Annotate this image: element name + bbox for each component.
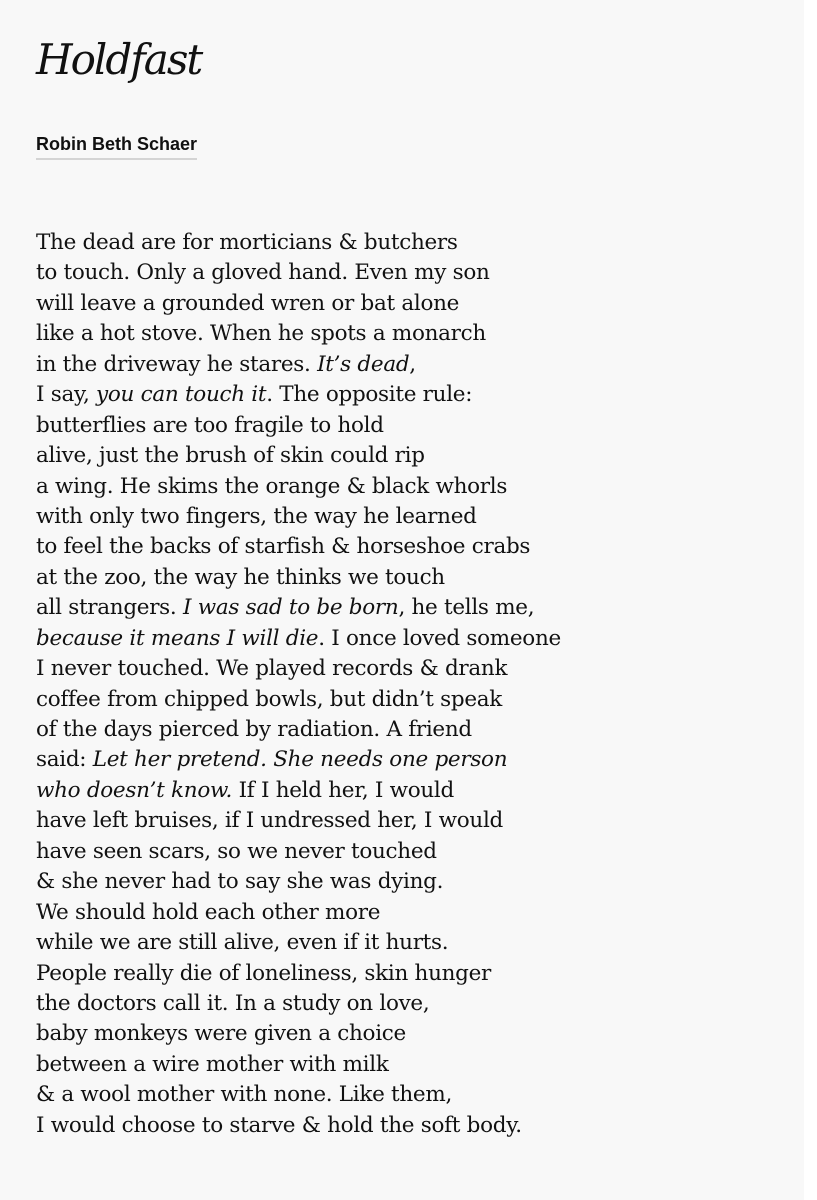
poem-line: [36, 380, 796, 410]
poem-line: [36, 867, 796, 897]
poem-text: & a wool mother with none. Like them,: [36, 1082, 452, 1108]
poem-line: [36, 989, 796, 1019]
poem-line: [36, 1080, 796, 1110]
poem-text: ,: [409, 351, 416, 377]
poem-line: [36, 776, 796, 806]
poem-line: [36, 806, 796, 836]
poem-text: coffee from chipped bowls, but didn’t speak: [36, 686, 502, 712]
poem-text: of the days pierced by radiation. A friend: [36, 717, 472, 742]
poem-text: , he tells me,: [398, 595, 535, 621]
poem-text: . I once loved someone: [318, 625, 561, 651]
poem-text: I never touched. We played records & drank: [36, 656, 508, 682]
poem-line: [36, 228, 796, 258]
poem-text: The dead are for morticians & butchers: [36, 230, 458, 255]
poem-line: [36, 928, 796, 958]
poem-line: [36, 532, 796, 562]
poem-line: [36, 258, 796, 288]
poem-line: [36, 685, 796, 715]
poem-line: [36, 502, 796, 532]
poem-text: . The opposite rule:: [266, 382, 473, 408]
poem-text: to touch. Only a gloved hand. Even my son: [36, 260, 490, 286]
poem-italic-text: Let her pretend. She needs one person: [92, 747, 508, 773]
poem-line: [36, 745, 796, 775]
poem-line: [36, 593, 796, 623]
poem-text: have left bruises, if I undressed her, I would: [36, 808, 503, 834]
poem-title: Holdfast: [36, 35, 202, 84]
poem-text: between a wire mother with milk: [36, 1051, 389, 1077]
poem-italic-text: I was sad to be born: [183, 595, 399, 621]
poem-text: alive, just the brush of skin could rip: [36, 443, 425, 469]
poem-line: [36, 563, 796, 593]
poem-italic-text: you can touch it: [96, 382, 267, 408]
poem-line: [36, 350, 796, 380]
poem-text: & she never had to say she was dying.: [36, 869, 444, 895]
poem-text: People really die of loneliness, skin hunger: [36, 960, 492, 986]
poem-line: [36, 654, 796, 684]
poem-text: in the driveway he stares.: [36, 351, 318, 377]
poem-text: butterflies are too fragile to hold: [36, 412, 384, 438]
poem-text: like a hot stove. When he spots a monarch: [36, 321, 486, 347]
poem-text: have seen scars, so we never touched: [36, 838, 437, 864]
poem-text: I would choose to starve & hold the soft body.: [36, 1112, 522, 1138]
poem-line: [36, 959, 796, 989]
poem-text: all strangers.: [36, 595, 183, 621]
poem-line: [36, 624, 796, 654]
poem-text: baby monkeys were given a choice: [36, 1021, 406, 1047]
poem-line: [36, 289, 796, 319]
poem-line: [36, 1050, 796, 1080]
poem-text: to feel the backs of starfish & horseshoe crabs: [36, 534, 531, 560]
poem-line: [36, 1111, 796, 1141]
poem-line: [36, 472, 796, 502]
poem-text: I say,: [36, 382, 97, 408]
poem-line: [36, 411, 796, 441]
poem-text: said:: [36, 747, 93, 773]
poem-text: If I held her, I would: [232, 777, 454, 803]
poem-text: with only two fingers, the way he learned: [36, 503, 477, 529]
poem-text: a wing. He skims the orange & black whorls: [36, 473, 508, 499]
poem-line: [36, 715, 796, 745]
poem-italic-text: because it means I will die: [36, 625, 319, 651]
poem-text: the doctors call it. In a study on love,: [36, 990, 430, 1016]
poem-line: [36, 898, 796, 928]
poem-text: while we are still alive, even if it hurts.: [36, 930, 449, 956]
poem-line: [36, 837, 796, 867]
poem-text: will leave a grounded wren or bat alone: [36, 290, 460, 316]
poem-italic-text: It’s dead: [317, 351, 410, 377]
page-edge: [804, 0, 817, 1200]
poem-line: [36, 441, 796, 471]
author-name: Robin Beth Schaer: [36, 133, 197, 160]
poem-text: at the zoo, the way he thinks we touch: [36, 564, 445, 590]
poem-italic-text: who doesn’t know.: [36, 777, 233, 803]
poem-text: We should hold each other more: [36, 899, 381, 925]
poem-line: [36, 1019, 796, 1049]
poem-body: [36, 228, 796, 1141]
poem-line: [36, 319, 796, 349]
